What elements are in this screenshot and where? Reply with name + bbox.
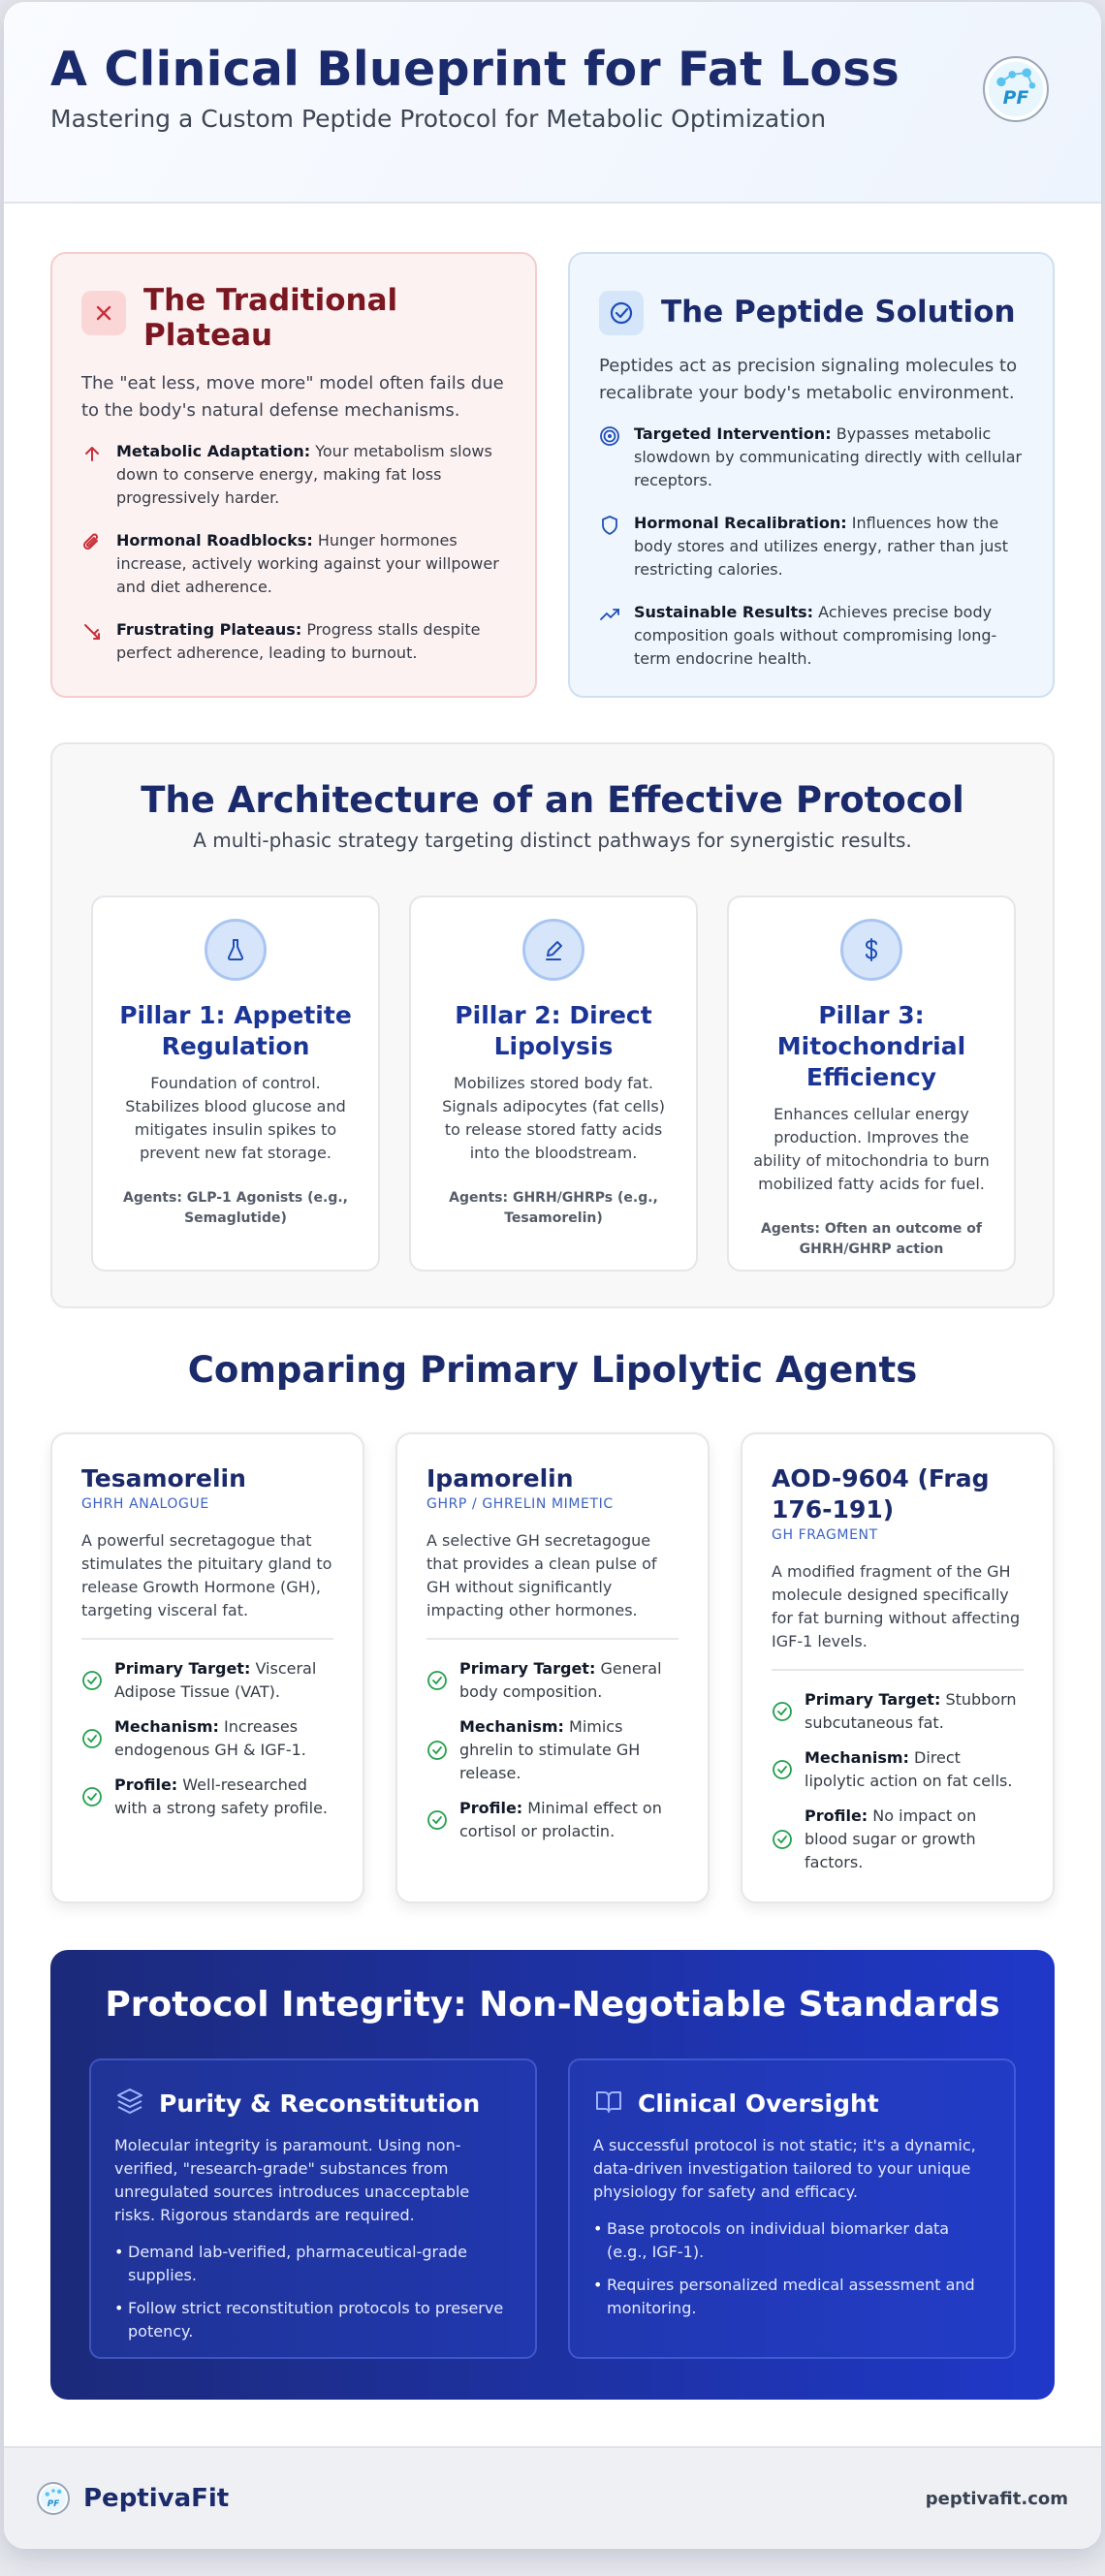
list-item bbox=[81, 529, 506, 599]
item-label: Sustainable Results: bbox=[634, 603, 814, 621]
pillar-title: Pillar 3: Mitochondrial Efficiency bbox=[776, 1001, 966, 1091]
agent-desc: A powerful secretagogue that stimulates the pituitary gland to release Growth Hormone (GH), targeting visceral fat. bbox=[81, 1531, 332, 1619]
feature-item bbox=[81, 1657, 333, 1704]
agent-card bbox=[395, 1432, 710, 1903]
flask-icon bbox=[205, 919, 267, 981]
pillar-agents: Agents: GHRH/GHRPs (e.g., Tesamorelin) bbox=[449, 1190, 658, 1226]
check-circle-icon bbox=[426, 1670, 448, 1691]
bullet-item: • Requires personalized medical assessment and monitoring. bbox=[593, 2274, 991, 2320]
check-circle-icon bbox=[81, 1670, 103, 1691]
list-item bbox=[599, 601, 1024, 671]
agent-class: GH FRAGMENT bbox=[772, 1527, 878, 1543]
footer-website-link[interactable]: peptivafit.com bbox=[925, 2488, 1068, 2509]
check-circle-icon bbox=[772, 1829, 793, 1850]
bullet-item: • Follow strict reconstitution protocols to preserve potency. bbox=[114, 2297, 512, 2343]
agent-name: Ipamorelin bbox=[426, 1464, 574, 1492]
check-circle-icon bbox=[426, 1740, 448, 1761]
pillar-desc: Foundation of control. Stabilizes blood glucose and mitigates insulin spikes to prevent new fat storage. bbox=[125, 1074, 346, 1162]
book-icon bbox=[593, 2086, 624, 2120]
close-icon bbox=[81, 291, 126, 335]
comparison-intro bbox=[50, 252, 1055, 698]
agent-desc: A modified fragment of the GH molecule designed specifically for fat burning without affecting IGF-1 levels. bbox=[772, 1562, 1021, 1650]
pillar-card bbox=[91, 895, 380, 1272]
traditional-list bbox=[81, 440, 506, 665]
dollar-icon bbox=[840, 919, 902, 981]
agent-class: GHRH ANALOGUE bbox=[81, 1496, 209, 1512]
item-text: Bypasses metabolic slowdown by communicating directly with cellular receptors. bbox=[634, 424, 1023, 489]
feature-item bbox=[81, 1774, 333, 1820]
list-item bbox=[599, 512, 1024, 581]
paperclip-icon bbox=[81, 532, 103, 553]
integrity-card-text: A successful protocol is not static; it's a dynamic, data-driven investigation tailored to your unique physiology for safety and efficacy. bbox=[593, 2136, 976, 2201]
footer-brand[interactable] bbox=[37, 2482, 229, 2515]
feature-item bbox=[81, 1715, 333, 1762]
feature-item bbox=[772, 1688, 1024, 1735]
list-item bbox=[599, 423, 1024, 492]
target-icon bbox=[599, 425, 620, 447]
integrity-card-title: Clinical Oversight bbox=[638, 2089, 879, 2118]
brand-logo-icon bbox=[37, 2482, 70, 2515]
footer-brand-name: PeptivaFit bbox=[83, 2484, 230, 2513]
trending-up-icon bbox=[599, 604, 620, 625]
list-item bbox=[81, 440, 506, 510]
pillars bbox=[91, 895, 1016, 1272]
infographic-page bbox=[4, 2, 1101, 2549]
divider bbox=[81, 1638, 333, 1640]
feature-label: Mechanism: bbox=[805, 1748, 909, 1767]
bullet-item: • Demand lab-verified, pharmaceutical-grade supplies. bbox=[114, 2241, 512, 2287]
pillar-agents: Agents: GLP-1 Agonists (e.g., Semaglutide) bbox=[122, 1190, 348, 1226]
feature-text: Stubborn subcutaneous fat. bbox=[805, 1690, 1017, 1732]
feature-label: Profile: bbox=[805, 1806, 868, 1825]
pillar-title: Pillar 2: Direct Lipolysis bbox=[455, 1001, 652, 1060]
agent-class: GHRP / GHRELIN MIMETIC bbox=[426, 1496, 614, 1512]
item-label: Hormonal Recalibration: bbox=[634, 514, 847, 532]
arrow-up-icon bbox=[81, 443, 103, 464]
item-label: Frustrating Plateaus: bbox=[116, 620, 302, 639]
feature-label: Primary Target: bbox=[805, 1690, 941, 1709]
item-text: Influences how the body stores and utilizes energy, rather than just restricting calories. bbox=[634, 514, 1009, 579]
pillar-agents: Agents: Often an outcome of GHRH/GHRP action bbox=[761, 1221, 982, 1257]
layers-icon bbox=[114, 2086, 145, 2120]
brand-logo-icon bbox=[983, 56, 1049, 122]
header bbox=[4, 2, 1101, 204]
integrity-title: Protocol Integrity: Non-Negotiable Standards bbox=[105, 1985, 1000, 2025]
trend-off-icon bbox=[81, 621, 103, 643]
logo-text: PF bbox=[47, 2498, 60, 2509]
check-circle-icon bbox=[81, 1728, 103, 1749]
item-label: Metabolic Adaptation: bbox=[116, 442, 311, 460]
feature-text: Increases endogenous GH & IGF-1. bbox=[114, 1717, 306, 1759]
peptide-solution-card bbox=[568, 252, 1055, 698]
check-circle-icon bbox=[81, 1786, 103, 1807]
feature-item bbox=[426, 1657, 679, 1704]
footer bbox=[4, 2446, 1101, 2549]
architecture-subtitle: A multi-phasic strategy targeting distinct pathways for synergistic results. bbox=[193, 829, 912, 852]
comparison-title: Comparing Primary Lipolytic Agents bbox=[187, 1349, 918, 1391]
agent-card bbox=[741, 1432, 1055, 1903]
agents-grid bbox=[50, 1432, 1055, 1903]
agent-desc: A selective GH secretagogue that provides a clean pulse of GH without significantly impacting other hormones. bbox=[426, 1531, 657, 1619]
feature-item bbox=[772, 1746, 1024, 1793]
feature-text: Minimal effect on cortisol or prolactin. bbox=[459, 1799, 662, 1840]
agent-features bbox=[81, 1657, 333, 1820]
list-item bbox=[81, 618, 506, 665]
pillar-card bbox=[727, 895, 1016, 1272]
check-circle-icon bbox=[426, 1809, 448, 1831]
feature-label: Profile: bbox=[114, 1775, 178, 1794]
integrity-section bbox=[50, 1950, 1055, 2400]
integrity-card bbox=[568, 2058, 1016, 2359]
pillar-title: Pillar 1: Appetite Regulation bbox=[119, 1001, 352, 1060]
pen-icon bbox=[522, 919, 584, 981]
agent-features bbox=[772, 1688, 1024, 1874]
traditional-plateau-card bbox=[50, 252, 537, 698]
feature-text: Well-researched with a strong safety profile. bbox=[114, 1775, 328, 1817]
item-text: Achieves precise body composition goals without compromising long-term endocrine health. bbox=[634, 603, 997, 668]
divider bbox=[426, 1638, 679, 1640]
peptide-list bbox=[599, 423, 1024, 671]
check-circle-icon bbox=[599, 291, 644, 335]
feature-item bbox=[426, 1715, 679, 1785]
integrity-card-text: Molecular integrity is paramount. Using non-verified, "research-grade" substances from unregulated sources introduces unacceptable risks. Rigorous standards are required. bbox=[114, 2136, 470, 2224]
integrity-bullets bbox=[593, 2217, 991, 2320]
pillar-desc: Mobilizes stored body fat. Signals adipocytes (fat cells) to release stored fatty acids into the bloodstream. bbox=[442, 1074, 665, 1162]
feature-item bbox=[772, 1805, 1024, 1874]
page-title: A Clinical Blueprint for Fat Loss bbox=[50, 42, 900, 97]
feature-text: Visceral Adipose Tissue (VAT). bbox=[114, 1659, 317, 1701]
agent-features bbox=[426, 1657, 679, 1843]
feature-label: Primary Target: bbox=[459, 1659, 596, 1678]
feature-text: Direct lipolytic action on fat cells. bbox=[805, 1748, 1013, 1790]
feature-label: Mechanism: bbox=[114, 1717, 219, 1736]
integrity-card-title: Purity & Reconstitution bbox=[159, 2089, 481, 2118]
peptide-intro: Peptides act as precision signaling molecules to recalibrate your body's metabolic environment. bbox=[599, 356, 1018, 403]
page-subtitle: Mastering a Custom Peptide Protocol for Metabolic Optimization bbox=[50, 105, 827, 133]
agent-name: AOD-9604 (Frag 176-191) bbox=[772, 1464, 990, 1524]
feature-label: Primary Target: bbox=[114, 1659, 251, 1678]
pillar-desc: Enhances cellular energy production. Improves the ability of mitochondria to burn mobilized fatty acids for fuel. bbox=[753, 1105, 990, 1193]
feature-text: General body composition. bbox=[459, 1659, 662, 1701]
traditional-title: The Traditional Plateau bbox=[143, 283, 398, 353]
bullet-item: • Base protocols on individual biomarker data (e.g., IGF-1). bbox=[593, 2217, 991, 2264]
feature-label: Profile: bbox=[459, 1799, 523, 1817]
architecture-section bbox=[50, 742, 1055, 1308]
item-label: Hormonal Roadblocks: bbox=[116, 531, 313, 550]
feature-text: Mimics ghrelin to stimulate GH release. bbox=[459, 1717, 641, 1782]
architecture-title: The Architecture of an Effective Protocol bbox=[141, 779, 964, 821]
agent-card bbox=[50, 1432, 364, 1903]
item-text: Hunger hormones increase, actively working against your willpower and diet adherence. bbox=[116, 531, 499, 596]
traditional-intro: The "eat less, move more" model often fails due to the body's natural defense mechanisms. bbox=[81, 373, 504, 421]
item-text: Progress stalls despite perfect adherence, leading to burnout. bbox=[116, 620, 481, 662]
shield-icon bbox=[599, 515, 620, 536]
feature-item bbox=[426, 1797, 679, 1843]
check-circle-icon bbox=[772, 1759, 793, 1780]
integrity-bullets bbox=[114, 2241, 512, 2343]
item-text: Your metabolism slows down to conserve energy, making fat loss progressively harder. bbox=[116, 442, 492, 507]
divider bbox=[772, 1669, 1024, 1671]
check-circle-icon bbox=[772, 1701, 793, 1722]
logo-text: PF bbox=[1002, 88, 1029, 110]
agent-name: Tesamorelin bbox=[81, 1464, 246, 1492]
feature-text: No impact on blood sugar or growth factors. bbox=[805, 1806, 977, 1871]
item-label: Targeted Intervention: bbox=[634, 424, 832, 443]
integrity-card bbox=[89, 2058, 537, 2359]
peptide-title: The Peptide Solution bbox=[661, 295, 1016, 330]
pillar-card bbox=[409, 895, 698, 1272]
feature-label: Mechanism: bbox=[459, 1717, 564, 1736]
